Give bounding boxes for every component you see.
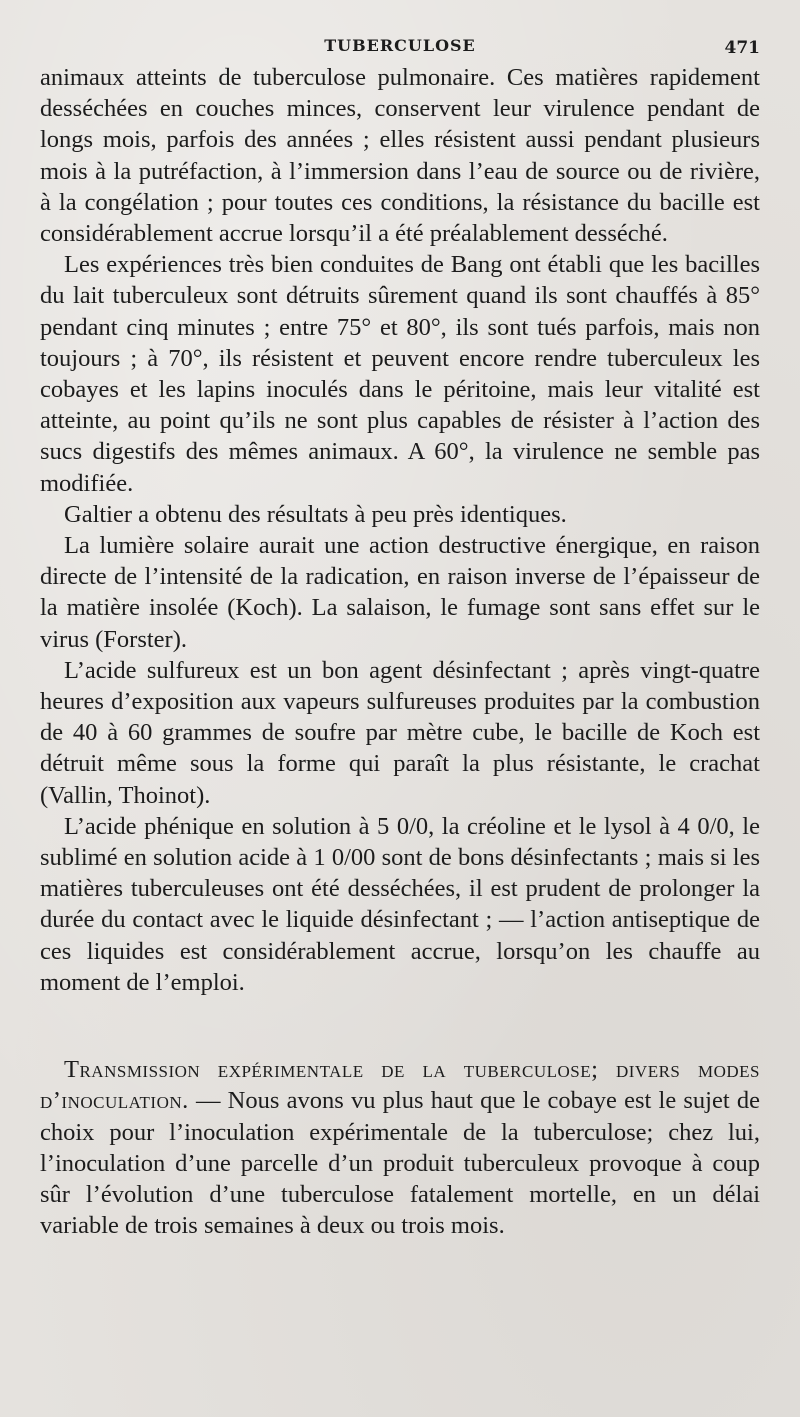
page-number: 471 [724,38,760,58]
paragraph-solar-light: La lumière solaire aurait une action destructive énergique, en raison directe de l’intensité de la radication, en raison inverse de l’épaisseur de la matière insolée (Koch). La salaison, le fumage sont sans effet sur le virus (Forster). [40,532,760,653]
section-text: — Nous avons vu plus haut que le cobaye est le sujet de choix pour l’inoculation expérimentale de la tuberculose; chez lui, l’inoculation d’une parcelle d’un produit tuberculeux provoque à coup sûr l’évolution d’une tuberculose fatalement mortelle, en un délai variable de trois semaines à deux ou trois mois. [40,1087,760,1240]
section-heading: Transmission expérimentale de la tuberculose; divers modes d’inoculation. [40,1056,760,1115]
paragraph-bang-experiments: Les expériences très bien conduites de Bang ont établi que les bacilles du lait tuberculeux sont détruits sûrement quand ils sont chauffés à 85° pendant cinq minutes ; entre 75° et 80°, ils sont tués parfois, mais non toujours ; à 70°, ils résistent et peuvent encore rendre tuberculeux les cobayes et les lapins inoculés dans le péritoine, mais leur vitalité est atteinte, au point qu’ils ne sont plus capables de résister à l’action des sucs digestifs des mêmes animaux. A 60°, la virulence ne semble pas modifiée. [40,251,760,497]
paragraph-sulfurous-acid: L’acide sulfureux est un bon agent désinfectant ; après vingt-quatre heures d’exposition aux vapeurs sulfureuses produites par la combustion de 40 à 60 grammes de soufre par mètre cube, le bacille de Koch est détruit même sous la forme qui paraît la plus résistante, le crachat (Vallin, Thoinot). [40,656,760,809]
page-header [40,30,760,62]
paragraph-phenic-acid: L’acide phénique en solution à 5 0/0, la créoline et le lysol à 4 0/0, le sublimé en solution acide à 1 0/00 sont de bons désinfectants ; mais si les matières tuberculeuses ont été desséchées, il est prudent de prolonger la durée du contact avec le liquide désinfectant ; — l’action antiseptique de ces liquides est considérablement accrue, lorsqu’on les chauffe au moment de l’emploi. [40,812,760,996]
section-spacer [40,998,760,1054]
section-paragraph [40,1054,760,1241]
body-text [40,62,760,1241]
paragraph-continuation: animaux atteints de tuberculose pulmonaire. Ces matières rapidement desséchées en couches minces, conservent leur virulence pendant de longs mois, parfois des années ; elles résistent aussi pendant plusieurs mois à la putréfaction, à l’immersion dans l’eau de source ou de rivière, à la congélation ; pour toutes ces conditions, la résistance du bacille est considérablement accrue lorsqu’il a été préalablement desséché. [40,64,760,248]
paragraph-galtier: Galtier a obtenu des résultats à peu près identiques. [64,500,567,528]
running-title: TUBERCULOSE [324,36,476,55]
